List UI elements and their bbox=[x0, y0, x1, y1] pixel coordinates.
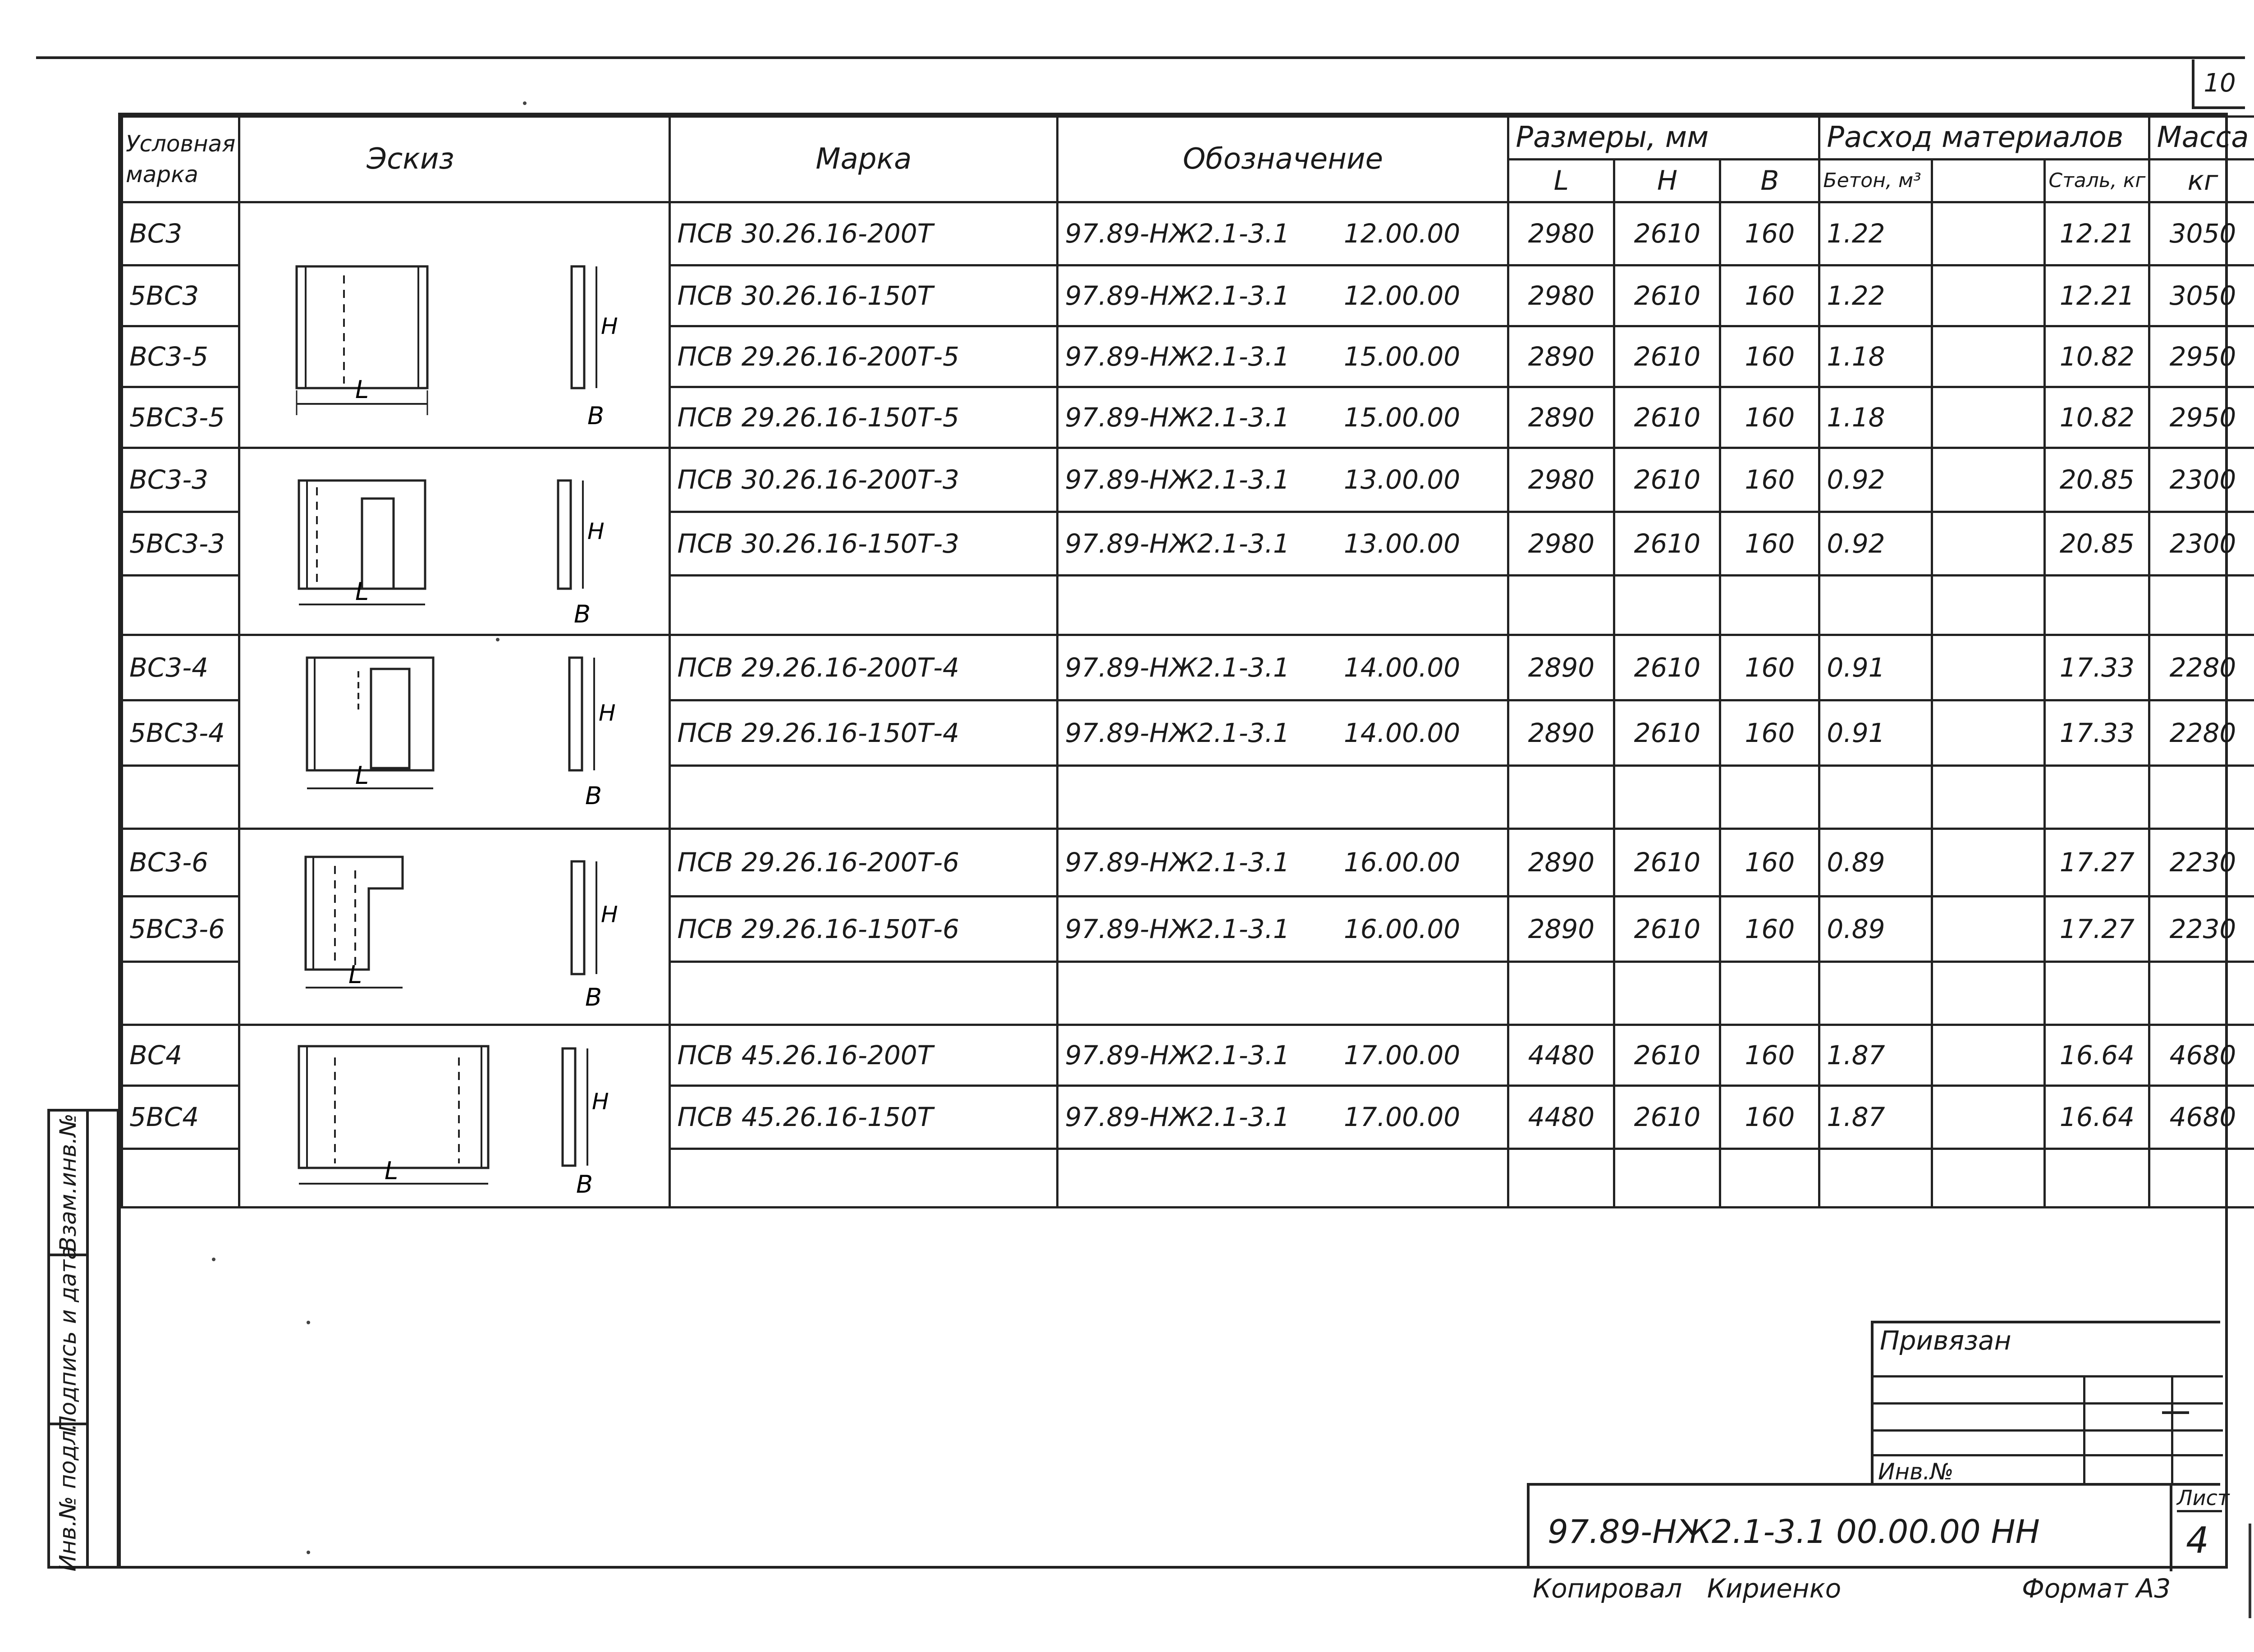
blank-cell bbox=[1508, 962, 1614, 1025]
header-dim-b: B bbox=[1720, 160, 1819, 202]
cond-mark-cell: 5ВС3-4 bbox=[122, 700, 239, 766]
stamp-code-suffix: 00.00.00 НН bbox=[1836, 1513, 2040, 1551]
empty-cell bbox=[1932, 265, 2045, 326]
blank-cell bbox=[2149, 576, 2254, 635]
mass-cell: 2300 bbox=[2149, 512, 2254, 576]
steel-cell: 10.82 bbox=[2045, 326, 2149, 387]
dim-b-cell: 160 bbox=[1720, 326, 1819, 387]
blank-cell bbox=[1058, 766, 1508, 829]
empty-cell bbox=[1932, 448, 2045, 512]
mark-cell: ПСВ 29.26.16-200Т-5 bbox=[670, 326, 1058, 387]
blank-cell bbox=[1932, 1149, 2045, 1208]
stamp-sheet-box bbox=[2170, 1486, 2230, 1571]
blank-cell bbox=[1614, 766, 1720, 829]
blank-cell bbox=[670, 766, 1058, 829]
svg-text:H: H bbox=[601, 902, 618, 928]
blank-cell bbox=[670, 1149, 1058, 1208]
steel-cell: 16.64 bbox=[2045, 1025, 2149, 1086]
steel-cell: 20.85 bbox=[2045, 448, 2149, 512]
privyazan-title: Привязан bbox=[1880, 1325, 2011, 1356]
cond-mark-cell: ВС3-4 bbox=[122, 635, 239, 700]
svg-text:B: B bbox=[585, 983, 602, 1011]
designation-cell: 97.89-НЖ2.1-3.1 13.00.00 bbox=[1058, 512, 1508, 576]
privyazan-inv: Инв.№ bbox=[1878, 1459, 1954, 1485]
dim-b-cell: 160 bbox=[1720, 512, 1819, 576]
dim-l-cell: 4480 bbox=[1508, 1086, 1614, 1149]
svg-text:L: L bbox=[348, 961, 362, 989]
blank-cell bbox=[1614, 962, 1720, 1025]
dim-h-cell: 2610 bbox=[1614, 387, 1720, 448]
top-border-line bbox=[36, 56, 2245, 59]
designation-cell: 97.89-НЖ2.1-3.1 13.00.00 bbox=[1058, 448, 1508, 512]
dim-b-cell: 160 bbox=[1720, 387, 1819, 448]
footer-format: Формат А3 bbox=[2022, 1573, 2171, 1604]
sidebar-podpis: Подпись и дата bbox=[55, 1245, 82, 1433]
stamp-sheet-label: Лист bbox=[2177, 1486, 2222, 1512]
blank-cell bbox=[2149, 1149, 2254, 1208]
scan-speck bbox=[496, 638, 499, 641]
blank-cell bbox=[1819, 962, 1932, 1025]
dim-h-cell: 2610 bbox=[1614, 512, 1720, 576]
svg-text:H: H bbox=[592, 1089, 609, 1115]
dim-l-cell: 2890 bbox=[1508, 897, 1614, 962]
steel-cell: 17.33 bbox=[2045, 700, 2149, 766]
empty-cell bbox=[1932, 202, 2045, 265]
blank-cell bbox=[122, 1149, 239, 1208]
header-mass-unit: кг bbox=[2149, 160, 2254, 202]
dim-b-cell: 160 bbox=[1720, 829, 1819, 897]
privyazan-block bbox=[1871, 1321, 2220, 1483]
empty-cell bbox=[1932, 1025, 2045, 1086]
empty-cell bbox=[1932, 829, 2045, 897]
concrete-cell: 0.89 bbox=[1819, 897, 1932, 962]
blank-cell bbox=[2045, 962, 2149, 1025]
dim-l-cell: 2890 bbox=[1508, 387, 1614, 448]
mark-cell: ПСВ 29.26.16-150Т-4 bbox=[670, 700, 1058, 766]
scan-speck bbox=[307, 1321, 310, 1324]
sketch-cell bbox=[239, 635, 670, 829]
header-sketch: Эскиз bbox=[239, 117, 670, 202]
concrete-cell: 0.89 bbox=[1819, 829, 1932, 897]
steel-cell: 16.64 bbox=[2045, 1086, 2149, 1149]
mass-cell: 4680 bbox=[2149, 1086, 2254, 1149]
steel-cell: 17.33 bbox=[2045, 635, 2149, 700]
panel-sketch-door bbox=[240, 449, 669, 634]
stamp-code: 97.89-НЖ2.1-3.1 bbox=[1548, 1513, 1827, 1551]
designation-cell: 97.89-НЖ2.1-3.1 15.00.00 bbox=[1058, 387, 1508, 448]
header-steel: Сталь, кг bbox=[2045, 160, 2149, 202]
mass-cell: 3050 bbox=[2149, 202, 2254, 265]
panel-sketch-long bbox=[240, 1026, 669, 1206]
blank-cell bbox=[1720, 1149, 1819, 1208]
svg-text:H: H bbox=[587, 518, 605, 545]
dim-l-cell: 2980 bbox=[1508, 202, 1614, 265]
blank-cell bbox=[670, 576, 1058, 635]
mass-cell: 2230 bbox=[2149, 829, 2254, 897]
cond-mark-cell: 5ВС3-3 bbox=[122, 512, 239, 576]
dim-b-cell: 160 bbox=[1720, 265, 1819, 326]
mass-cell: 2280 bbox=[2149, 700, 2254, 766]
designation-cell: 97.89-НЖ2.1-3.1 14.00.00 bbox=[1058, 700, 1508, 766]
blank-cell bbox=[1819, 1149, 1932, 1208]
blank-cell bbox=[122, 576, 239, 635]
blank-cell bbox=[122, 766, 239, 829]
empty-cell bbox=[1932, 1086, 2045, 1149]
blank-cell bbox=[2149, 766, 2254, 829]
header-dim-h: H bbox=[1614, 160, 1720, 202]
concrete-cell: 0.91 bbox=[1819, 635, 1932, 700]
cond-mark-cell: 5ВС3-5 bbox=[122, 387, 239, 448]
cond-mark-cell: 5ВС3-6 bbox=[122, 897, 239, 962]
dim-h-cell: 2610 bbox=[1614, 326, 1720, 387]
svg-text:B: B bbox=[585, 781, 602, 810]
designation-cell: 97.89-НЖ2.1-3.1 12.00.00 bbox=[1058, 202, 1508, 265]
blank-cell bbox=[1819, 766, 1932, 829]
blank-cell bbox=[1614, 576, 1720, 635]
empty-cell bbox=[1932, 326, 2045, 387]
dim-h-cell: 2610 bbox=[1614, 700, 1720, 766]
mark-cell: ПСВ 30.26.16-150Т bbox=[670, 265, 1058, 326]
header-concrete: Бетон, м³ bbox=[1819, 160, 1932, 202]
dim-l-cell: 2980 bbox=[1508, 448, 1614, 512]
page-number: 10 bbox=[2192, 59, 2245, 109]
dim-l-cell: 2890 bbox=[1508, 635, 1614, 700]
dim-l-cell: 4480 bbox=[1508, 1025, 1614, 1086]
blank-cell bbox=[1508, 576, 1614, 635]
cond-mark-cell: ВС3-5 bbox=[122, 326, 239, 387]
mark-cell: ПСВ 45.26.16-200Т bbox=[670, 1025, 1058, 1086]
header-designation: Обозначение bbox=[1058, 117, 1508, 202]
dim-b-cell: 160 bbox=[1720, 202, 1819, 265]
blank-cell bbox=[1058, 576, 1508, 635]
header-dim-l: L bbox=[1508, 160, 1614, 202]
empty-cell bbox=[1932, 512, 2045, 576]
cond-mark-cell: ВС3-3 bbox=[122, 448, 239, 512]
cond-mark-cell: ВС3-6 bbox=[122, 829, 239, 897]
sketch-label-b: B bbox=[587, 402, 605, 430]
blank-cell bbox=[2149, 962, 2254, 1025]
svg-text:L: L bbox=[355, 761, 369, 790]
blank-cell bbox=[1932, 766, 2045, 829]
dim-l-cell: 2980 bbox=[1508, 265, 1614, 326]
mass-cell: 2280 bbox=[2149, 635, 2254, 700]
steel-cell: 17.27 bbox=[2045, 829, 2149, 897]
mark-cell: ПСВ 30.26.16-150Т-3 bbox=[670, 512, 1058, 576]
designation-cell: 97.89-НЖ2.1-3.1 16.00.00 bbox=[1058, 829, 1508, 897]
concrete-cell: 0.92 bbox=[1819, 448, 1932, 512]
dim-l-cell: 2890 bbox=[1508, 326, 1614, 387]
concrete-cell: 0.91 bbox=[1819, 700, 1932, 766]
svg-text:L: L bbox=[355, 577, 369, 606]
dim-h-cell: 2610 bbox=[1614, 448, 1720, 512]
scan-speck bbox=[307, 1551, 310, 1554]
dim-b-cell: 160 bbox=[1720, 1025, 1819, 1086]
header-mass: Масса bbox=[2149, 117, 2254, 160]
cond-mark-cell: 5ВС3 bbox=[122, 265, 239, 326]
blank-cell bbox=[670, 962, 1058, 1025]
dim-h-cell: 2610 bbox=[1614, 1086, 1720, 1149]
blank-cell bbox=[1058, 1149, 1508, 1208]
dim-h-cell: 2610 bbox=[1614, 635, 1720, 700]
cond-mark-cell: ВС3 bbox=[122, 202, 239, 265]
designation-cell: 97.89-НЖ2.1-3.1 17.00.00 bbox=[1058, 1025, 1508, 1086]
blank-cell bbox=[122, 962, 239, 1025]
panel-sketch-plain bbox=[240, 203, 669, 447]
panel-sketch-stepped bbox=[240, 830, 669, 1024]
empty-cell bbox=[1932, 387, 2045, 448]
cond-mark-cell: ВС4 bbox=[122, 1025, 239, 1086]
steel-cell: 17.27 bbox=[2045, 897, 2149, 962]
concrete-cell: 1.87 bbox=[1819, 1086, 1932, 1149]
mark-cell: ПСВ 29.26.16-150Т-6 bbox=[670, 897, 1058, 962]
concrete-cell: 1.18 bbox=[1819, 326, 1932, 387]
dim-b-cell: 160 bbox=[1720, 635, 1819, 700]
stamp-sheet-number: 4 bbox=[2186, 1519, 2209, 1561]
blank-cell bbox=[2045, 576, 2149, 635]
sketch-cell bbox=[239, 202, 670, 448]
sketch-label-h: H bbox=[601, 313, 618, 339]
mark-cell: ПСВ 29.26.16-150Т-5 bbox=[670, 387, 1058, 448]
sidebar-vzam: Взам.инв.№ bbox=[55, 1113, 82, 1252]
specification-table bbox=[121, 115, 2254, 1208]
footer-copier-name: Кириенко bbox=[1707, 1573, 1842, 1604]
header-cond-mark: Условная марка bbox=[122, 117, 239, 202]
mark-cell: ПСВ 30.26.16-200Т bbox=[670, 202, 1058, 265]
dim-h-cell: 2610 bbox=[1614, 829, 1720, 897]
empty-cell bbox=[1932, 897, 2045, 962]
blank-cell bbox=[1932, 576, 2045, 635]
blank-cell bbox=[2045, 766, 2149, 829]
header-dimensions: Размеры, мм bbox=[1508, 117, 1819, 160]
steel-cell: 12.21 bbox=[2045, 202, 2149, 265]
mark-cell: ПСВ 29.26.16-200Т-6 bbox=[670, 829, 1058, 897]
blank-cell bbox=[1508, 766, 1614, 829]
sidebar-inv-podl: Инв.№ подл. bbox=[55, 1423, 81, 1572]
blank-cell bbox=[1720, 766, 1819, 829]
dim-h-cell: 2610 bbox=[1614, 265, 1720, 326]
steel-cell: 10.82 bbox=[2045, 387, 2149, 448]
dim-h-cell: 2610 bbox=[1614, 1025, 1720, 1086]
dim-l-cell: 2890 bbox=[1508, 829, 1614, 897]
mark-cell: ПСВ 29.26.16-200Т-4 bbox=[670, 635, 1058, 700]
scan-speck bbox=[523, 101, 527, 105]
sidebar-stamp bbox=[47, 1109, 119, 1572]
concrete-cell: 1.22 bbox=[1819, 265, 1932, 326]
dim-h-cell: 2610 bbox=[1614, 202, 1720, 265]
blank-cell bbox=[1058, 962, 1508, 1025]
empty-cell bbox=[1932, 635, 2045, 700]
right-trim-line bbox=[2249, 1524, 2251, 1618]
designation-cell: 97.89-НЖ2.1-3.1 17.00.00 bbox=[1058, 1086, 1508, 1149]
concrete-cell: 0.92 bbox=[1819, 512, 1932, 576]
concrete-cell: 1.87 bbox=[1819, 1025, 1932, 1086]
sketch-cell bbox=[239, 829, 670, 1025]
dim-b-cell: 160 bbox=[1720, 1086, 1819, 1149]
header-empty bbox=[1932, 160, 2045, 202]
mass-cell: 2950 bbox=[2149, 387, 2254, 448]
mass-cell: 2300 bbox=[2149, 448, 2254, 512]
sketch-cell bbox=[239, 448, 670, 635]
mass-cell: 2950 bbox=[2149, 326, 2254, 387]
blank-cell bbox=[1720, 962, 1819, 1025]
svg-text:H: H bbox=[599, 700, 616, 726]
cond-mark-cell: 5ВС4 bbox=[122, 1086, 239, 1149]
blank-cell bbox=[2045, 1149, 2149, 1208]
steel-cell: 12.21 bbox=[2045, 265, 2149, 326]
blank-cell bbox=[1932, 962, 2045, 1025]
header-consumption: Расход материалов bbox=[1819, 117, 2149, 160]
mass-cell: 3050 bbox=[2149, 265, 2254, 326]
dim-b-cell: 160 bbox=[1720, 700, 1819, 766]
svg-text:L: L bbox=[385, 1157, 399, 1185]
svg-text:B: B bbox=[576, 1170, 593, 1199]
concrete-cell: 1.22 bbox=[1819, 202, 1932, 265]
designation-cell: 97.89-НЖ2.1-3.1 16.00.00 bbox=[1058, 897, 1508, 962]
svg-text:B: B bbox=[574, 600, 591, 628]
panel-sketch-window bbox=[240, 637, 669, 827]
designation-cell: 97.89-НЖ2.1-3.1 14.00.00 bbox=[1058, 635, 1508, 700]
title-stamp bbox=[1527, 1483, 2230, 1569]
sketch-cell bbox=[239, 1025, 670, 1208]
footer-copied: Копировал Кириенко bbox=[1533, 1573, 1842, 1604]
dim-l-cell: 2980 bbox=[1508, 512, 1614, 576]
dim-b-cell: 160 bbox=[1720, 897, 1819, 962]
designation-cell: 97.89-НЖ2.1-3.1 15.00.00 bbox=[1058, 326, 1508, 387]
blank-cell bbox=[1508, 1149, 1614, 1208]
dim-b-cell: 160 bbox=[1720, 448, 1819, 512]
mass-cell: 2230 bbox=[2149, 897, 2254, 962]
mark-cell: ПСВ 45.26.16-150Т bbox=[670, 1086, 1058, 1149]
designation-cell: 97.89-НЖ2.1-3.1 12.00.00 bbox=[1058, 265, 1508, 326]
blank-cell bbox=[1720, 576, 1819, 635]
mark-cell: ПСВ 30.26.16-200Т-3 bbox=[670, 448, 1058, 512]
concrete-cell: 1.18 bbox=[1819, 387, 1932, 448]
empty-cell bbox=[1932, 700, 2045, 766]
sketch-label-l: L bbox=[355, 375, 369, 404]
mass-cell: 4680 bbox=[2149, 1025, 2254, 1086]
dim-h-cell: 2610 bbox=[1614, 897, 1720, 962]
dim-l-cell: 2890 bbox=[1508, 700, 1614, 766]
blank-cell bbox=[1614, 1149, 1720, 1208]
steel-cell: 20.85 bbox=[2045, 512, 2149, 576]
blank-cell bbox=[1819, 576, 1932, 635]
scan-speck bbox=[212, 1258, 215, 1261]
header-mark: Марка bbox=[670, 117, 1058, 202]
